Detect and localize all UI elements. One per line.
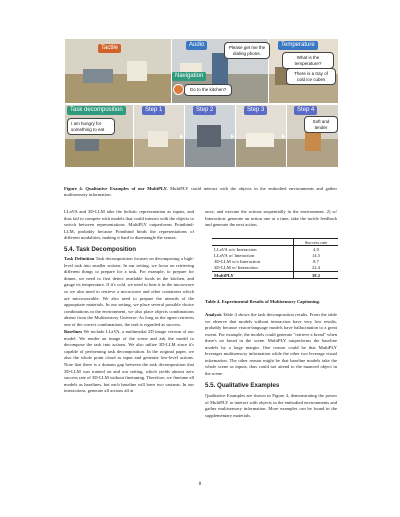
audio-bubble: Please get me the dialing phone. xyxy=(224,42,270,59)
arrow-icon xyxy=(180,134,183,139)
step-4-label: Step 4 xyxy=(294,106,317,115)
table-cell-value: 38.2 xyxy=(294,271,339,278)
task-definition-label: Task Definition xyxy=(64,256,95,262)
table-caption xyxy=(205,299,337,305)
audio-label: Audio xyxy=(186,41,207,50)
table-caption-text: Experimental Results of Multisensory Captioning. xyxy=(221,299,320,304)
figure-caption-title: Qualitative Examples of our MultiPLY. xyxy=(85,186,168,191)
table-cell-value: 4.0 xyxy=(294,246,339,253)
baselines-text: We include LLaVA, a multimodal 2D image version of our model. We render an image of the scene and ask the model to decompose the task into actions. We also utilize 3D-LLM since it's capable of performing task decomposition. In the original paper, we also the whole point cloud as input and generate low-level actions. Note that there is a domain gap between the task decomposition that 3D-LLM was trained on and our setting, which yields almost zero success rate of 3D-LLM without finetuning. Therefore, we finetune all models as baselines, but each baseline will have two variants. In our interactions, generate all actions all at xyxy=(64,329,194,394)
step-1-label: Step 1 xyxy=(142,106,165,115)
temperature-answer-bubble: There is a tray of cold ice cubes xyxy=(286,68,336,85)
arrow-icon xyxy=(231,134,234,139)
step-2-label: Step 2 xyxy=(193,106,216,115)
table-cell-model: MultiPLY xyxy=(212,271,294,278)
temperature-question-bubble: What is the temperature? xyxy=(282,52,334,69)
table-cell-value: 8.7 xyxy=(294,259,339,265)
section-5-5-title: 5.5. Qualitative Examples xyxy=(205,382,280,390)
task-decomposition-label: Task decomposition xyxy=(67,106,126,115)
figure-caption xyxy=(64,186,337,198)
tactile-label: Tactile xyxy=(98,44,121,53)
table-corner xyxy=(212,239,294,246)
table-cell-value: 22.4 xyxy=(294,265,339,272)
section-5-4-title: 5.4. Task Decomposition xyxy=(64,245,137,253)
left-column xyxy=(64,209,194,395)
temperature-label: Temperature xyxy=(278,41,318,50)
task-bubble: I am hungry for something to eat xyxy=(67,118,115,135)
step-3-label: Step 3 xyxy=(244,106,267,115)
figure-caption-label: Figure 4. xyxy=(64,186,83,191)
analysis-paragraph xyxy=(205,312,337,377)
task-definition-paragraph xyxy=(64,256,194,328)
navigation-bubble: Go to the kitchen? xyxy=(184,84,232,96)
table-cell-model: LLaVA w/o Interaction xyxy=(212,246,294,253)
table-cell-model: LLaVA w/ Interaction xyxy=(214,252,255,258)
figure-caption-text: MultiPLY could interact with the objects in the embodied environments and gather multisensory information. xyxy=(64,186,337,197)
table-header-success-rate: Success rate xyxy=(294,239,339,246)
baselines-label: Baselines xyxy=(64,329,83,335)
tactile-bubble: Soft and tender xyxy=(304,116,338,133)
table-cell-model: 3D-LLM w/o Interaction xyxy=(214,259,260,265)
table-row xyxy=(212,271,338,278)
figure-4 xyxy=(64,38,337,186)
right-column-bottom xyxy=(205,312,337,419)
arrow-icon xyxy=(282,134,285,139)
table-row xyxy=(212,246,338,253)
analysis-label: Analysis xyxy=(205,312,222,317)
results-table xyxy=(212,238,338,279)
table-cell-value: 14.5 xyxy=(294,252,339,258)
table-row xyxy=(212,265,338,272)
right-top-paragraph: once, and execute the actions sequentially in the environment. 2) w/ Interaction: generate an action one at a time, take the tactile feedback and generate the next action. xyxy=(205,209,337,228)
baselines-paragraph xyxy=(64,329,194,394)
table-cell-model: 3D-LLM w/ Interaction xyxy=(214,265,258,271)
step-arrows xyxy=(64,38,337,186)
navigation-label: Navigation xyxy=(172,72,206,81)
qualitative-paragraph: Qualitative Examples are shown in Figure 4, demonstrating the power of MultiPLY to interact with objects in the embodied environments and gather multisensory information. More examples can be found in the supplementary materials. xyxy=(205,393,337,418)
page-number: 8 xyxy=(198,482,202,487)
intro-paragraph: LLaVA and 3D-LLM take the holistic representation as inputs, and thus fail to compete with models that could interact with the objects to switch between representations. MultiPLY outperforms Pointbind-LLM, probably because Pointbind binds the representations of different modalities, making it hard to disentangle the senses. xyxy=(64,209,194,241)
task-definition-text: Task decomposition focuses on decomposing a high-level task into smaller actions. In our setting, we focus on retrieving different things to prepare for a task. For example, to prepare for dinner, we need to first detect available foods in the kitchen, and gauge its temperature. If it's cold, we need to heat it in the microwave so we also need to retrieve a microwave and other containers which are microwavable. We also need to prepare the utensils of the appropriate materials. In our setting, we place several possible choice combinations in the environment, we also place objects combinations absent from the Multisensory Universe. As long as the agent retrieves one of the correct combinations, the task is regarded as success. xyxy=(64,256,194,327)
table-caption-label: Table 4. xyxy=(205,299,221,304)
analysis-text: Table 4 shows the task decomposition results. From the table we observe that models without interaction have very low results, probably because vision-language models have hallucination to a great extent. For example, the models could generate "retrieve a bread" when there's no bread in the scene. MultiPLY outperforms the baseline models by a large margin. One reason could be that MultiPLY leverages multisensory information while the other two leverage visual information. The other reason might be that baseline models take the whole scene as inputs, thus could not attend to the nuanced object in the scene. xyxy=(205,312,337,376)
right-column-top xyxy=(205,209,337,229)
